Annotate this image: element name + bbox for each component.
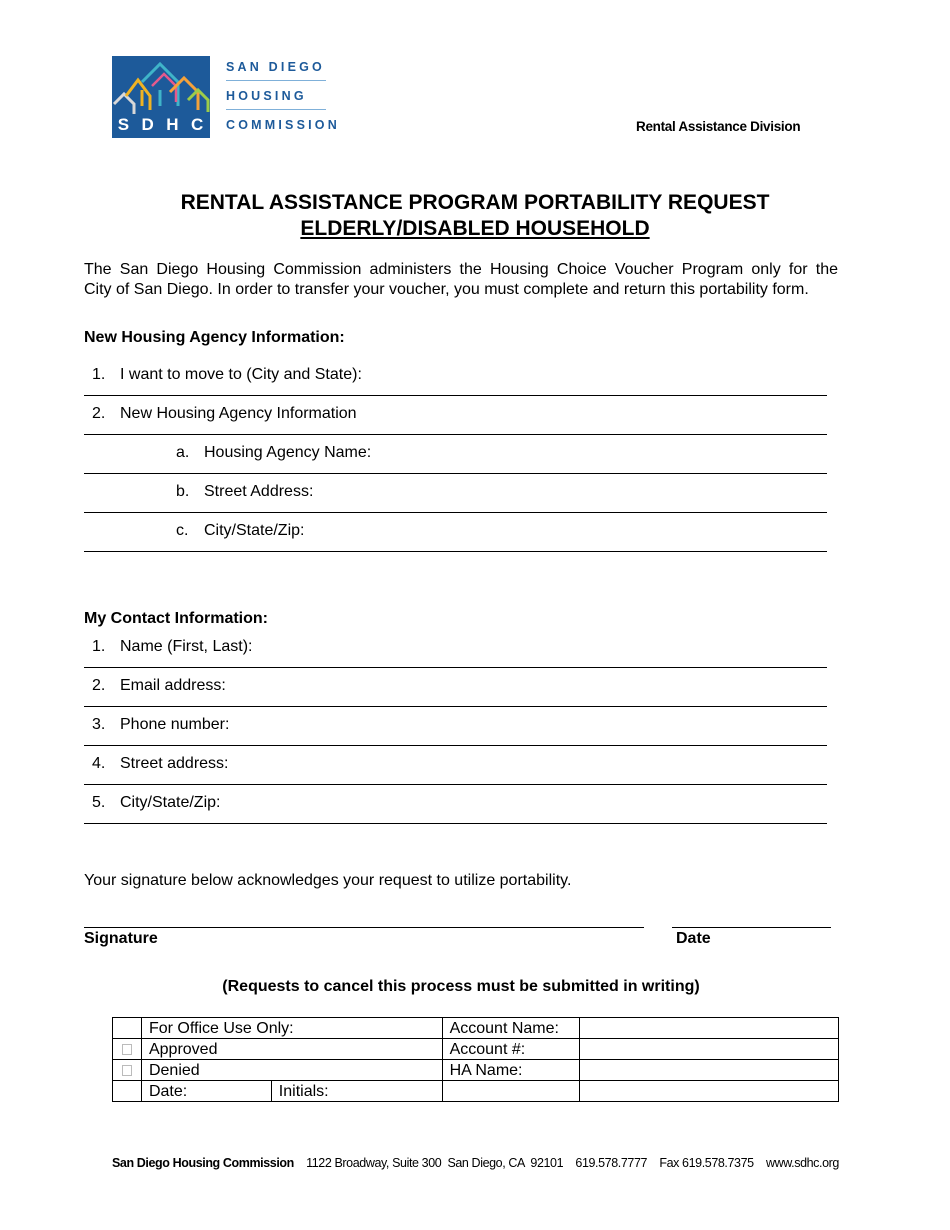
footer-fax: Fax 619.578.7375 xyxy=(659,1156,754,1170)
intro-line: The San Diego Housing Commission administers the Housing Choice Voucher Program only for the xyxy=(84,261,838,278)
agency-section-heading: New Housing Agency Information: xyxy=(84,329,345,346)
footer-phone: 619.578.7777 xyxy=(575,1156,648,1170)
footer-address: 1122 Broadway, Suite 300 San Diego, CA 92101 xyxy=(306,1156,564,1170)
account-number-value[interactable] xyxy=(580,1039,839,1060)
field-label: Email address: xyxy=(120,677,226,694)
intro-line: City of San Diego. In order to transfer your voucher, you must complete and return this portability form. xyxy=(84,280,809,298)
logo-word: SAN DIEGO xyxy=(226,60,325,74)
logo-word: COMMISSION xyxy=(226,118,340,132)
denied-checkbox-cell[interactable] xyxy=(113,1060,142,1081)
phone-field[interactable] xyxy=(84,707,827,746)
item-number: 4. xyxy=(92,755,106,772)
logo-letter: D xyxy=(141,115,155,134)
field-label: Name (First, Last): xyxy=(120,638,253,655)
title-line-2: ELDERLY/DISABLED HOUSEHOLD xyxy=(300,217,650,240)
item-number: 2. xyxy=(92,677,106,694)
field-label: Street address: xyxy=(120,755,229,772)
office-use-label: For Office Use Only: xyxy=(141,1018,442,1039)
ha-name-value[interactable] xyxy=(580,1060,839,1081)
sdhc-logo xyxy=(112,56,210,138)
logo-letter: C xyxy=(190,115,205,134)
logo-wordmark xyxy=(226,60,340,147)
field-label: Phone number: xyxy=(120,716,230,733)
account-name-value[interactable] xyxy=(580,1018,839,1039)
date-line[interactable] xyxy=(672,927,831,928)
field-label: I want to move to (City and State): xyxy=(120,366,362,383)
footer-org: San Diego Housing Commission xyxy=(112,1156,294,1170)
contact-section-heading: My Contact Information: xyxy=(84,610,268,627)
item-letter: c. xyxy=(176,522,189,539)
city-state-zip-field[interactable] xyxy=(84,785,827,824)
name-field[interactable] xyxy=(84,629,827,668)
street-field[interactable] xyxy=(84,746,827,785)
intro-paragraph xyxy=(84,260,838,299)
table-cell xyxy=(580,1081,839,1102)
signature-label: Signature xyxy=(84,930,158,947)
account-name-label: Account Name: xyxy=(442,1018,580,1039)
approved-checkbox-cell[interactable] xyxy=(113,1039,142,1060)
field-label: Street Address: xyxy=(204,483,314,500)
page-footer xyxy=(112,1156,839,1170)
houses-icon xyxy=(112,56,210,116)
table-cell xyxy=(113,1081,142,1102)
agency-street-field[interactable] xyxy=(84,474,827,513)
approved-checkbox[interactable] xyxy=(122,1044,132,1055)
date-label: Date xyxy=(676,930,711,947)
field-label: City/State/Zip: xyxy=(120,794,221,811)
field-label: City/State/Zip: xyxy=(204,522,305,539)
field-label: Housing Agency Name: xyxy=(204,444,372,461)
table-cell xyxy=(442,1081,580,1102)
table-cell xyxy=(113,1018,142,1039)
agency-info-row xyxy=(84,396,827,435)
item-number: 3. xyxy=(92,716,106,733)
agency-city-field[interactable] xyxy=(84,513,827,552)
move-to-field[interactable] xyxy=(84,357,827,396)
account-number-label: Account #: xyxy=(442,1039,580,1060)
logo-letter: H xyxy=(166,115,180,134)
footer-website[interactable]: www.sdhc.org xyxy=(765,1156,839,1170)
item-letter: b. xyxy=(176,483,190,500)
title-line-1: RENTAL ASSISTANCE PROGRAM PORTABILITY REQUEST xyxy=(180,191,770,214)
signature-line[interactable] xyxy=(84,927,644,928)
division-name: Rental Assistance Division xyxy=(636,119,801,134)
table-row xyxy=(113,1039,839,1060)
office-use-table xyxy=(112,1017,839,1102)
office-initials-label: Initials: xyxy=(271,1081,442,1102)
cancel-note: (Requests to cancel this process must be submitted in writing) xyxy=(222,978,700,995)
table-row xyxy=(113,1018,839,1039)
item-letter: a. xyxy=(176,444,190,461)
item-number: 2. xyxy=(92,405,106,422)
table-row xyxy=(113,1060,839,1081)
item-number: 5. xyxy=(92,794,106,811)
page-title xyxy=(0,190,950,242)
agency-name-field[interactable] xyxy=(84,435,827,474)
approved-label: Approved xyxy=(141,1039,442,1060)
ha-name-label: HA Name: xyxy=(442,1060,580,1081)
denied-checkbox[interactable] xyxy=(122,1065,132,1076)
item-number: 1. xyxy=(92,366,106,383)
item-number: 1. xyxy=(92,638,106,655)
table-row xyxy=(113,1081,839,1102)
field-label: New Housing Agency Information xyxy=(120,405,357,422)
office-date-label: Date: xyxy=(141,1081,271,1102)
logo-word: HOUSING xyxy=(226,89,307,103)
email-field[interactable] xyxy=(84,668,827,707)
logo-letter: S xyxy=(117,115,131,134)
signature-acknowledgement: Your signature below acknowledges your request to utilize portability. xyxy=(84,872,572,889)
denied-label: Denied xyxy=(141,1060,442,1081)
